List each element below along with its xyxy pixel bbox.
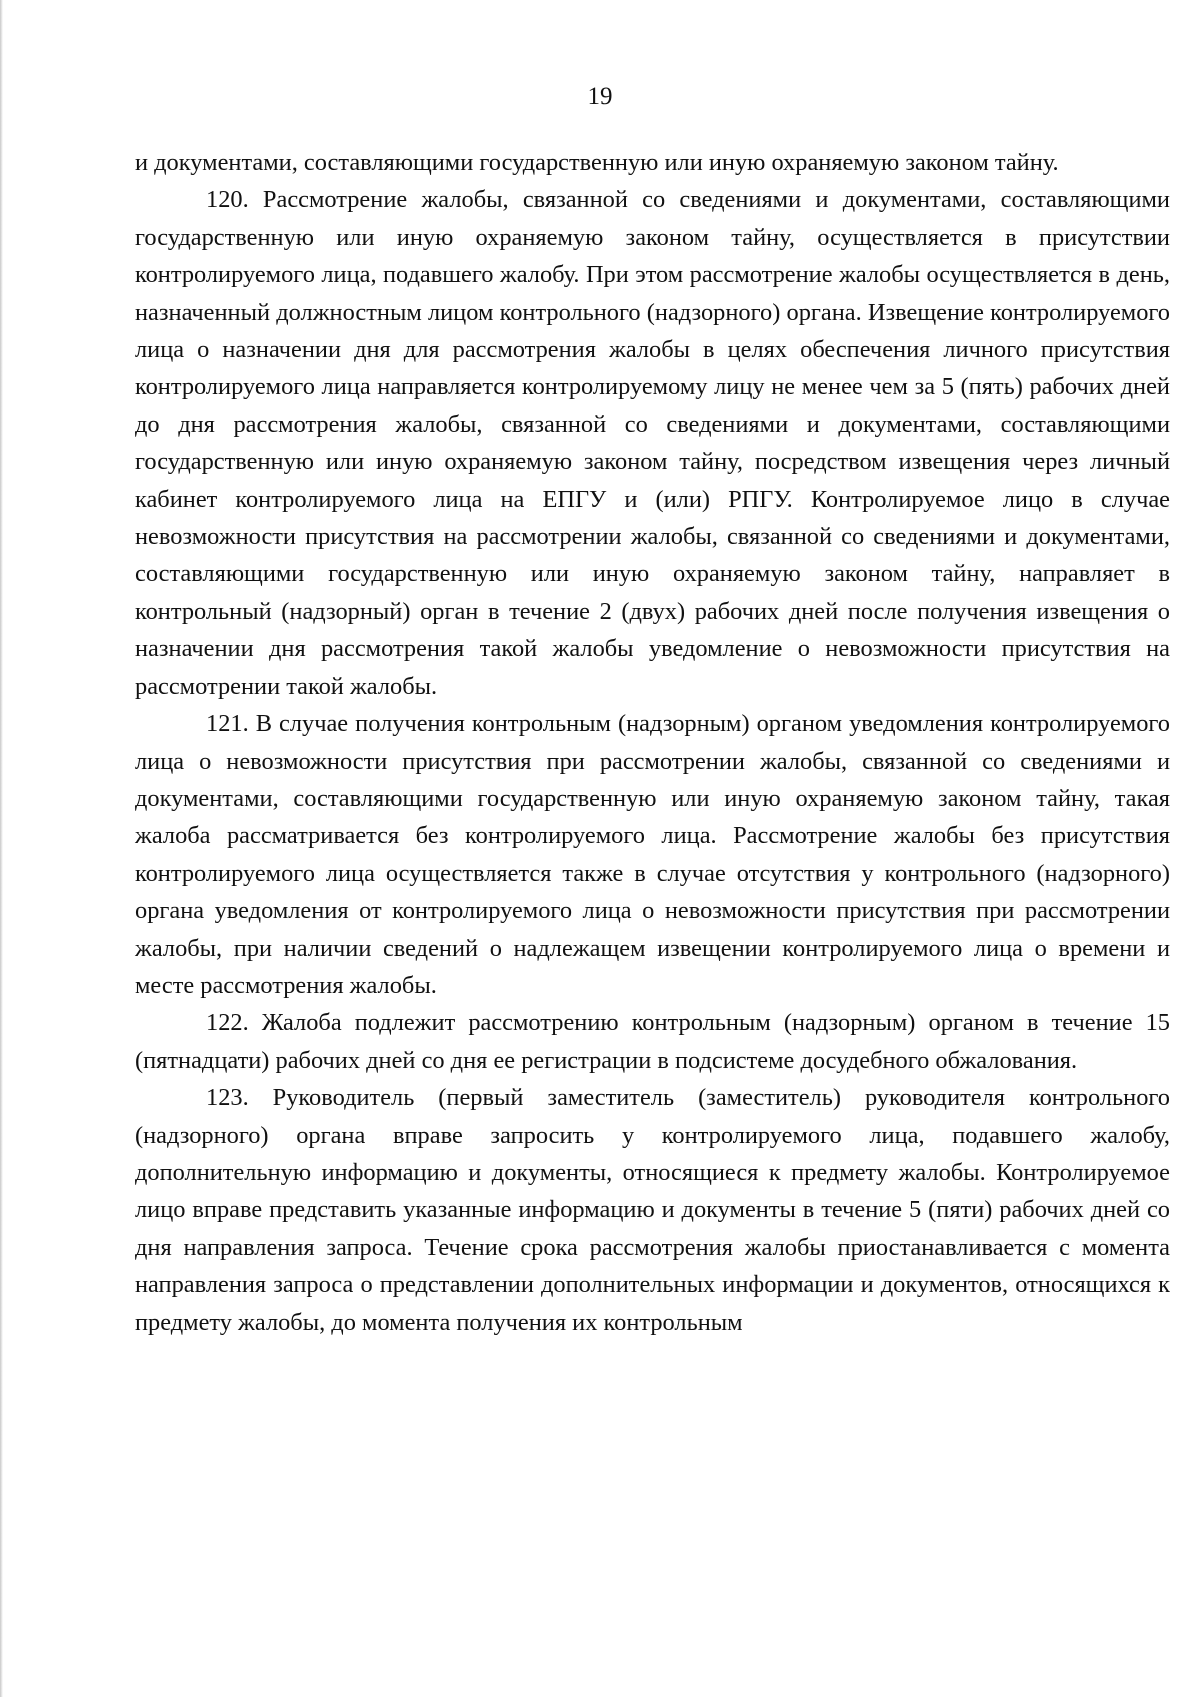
paragraph-121: 121. В случае получения контрольным (надзорным) органом уведомления контролируемого лица о невозможности присутствия при рассмотрении жалобы, связанной со сведениями и документами, составляющими государственную или иную охраняемую законом тайну, такая жалоба рассматривается без контролируемого лица. Рассмотрение жалобы без присутствия контролируемого лица осуществляется также в случае отсутствия у контрольного (надзорного) органа уведомления от контролируемого лица о невозможности присутствия при рассмотрении жалобы, при наличии сведений о надлежащем извещении контролируемого лица о времени и месте рассмотрения жалобы. [135,710,1170,999]
paragraph-120: 120. Рассмотрение жалобы, связанной со сведениями и документами, составляющими государственную или иную охраняемую законом тайну, осуществляется в присутствии контролируемого лица, подавшего жалобу. При этом рассмотрение жалобы осуществляется в день, назначенный должностным лицом контрольного (надзорного) органа. Извещение контролируемого лица о назначении дня для рассмотрения жалобы в целях обеспечения личного присутствия контролируемого лица направляется контролируемому лицу не менее чем за 5 (пять) рабочих дней до дня рассмотрения жалобы, связанной со сведениями и документами, составляющими государственную или иную охраняемую законом тайну, посредством извещения через личный кабинет контролируемого лица на ЕПГУ и (или) РПГУ. Контролируемое лицо в случае невозможности присутствия на рассмотрении жалобы, связанной со сведениями и документами, составляющими государственную или иную охраняемую законом тайну, направляет в контрольный (надзорный) орган в течение 2 (двух) рабочих дней после получения извещения о назначении дня рассмотрения такой жалобы уведомление о невозможности присутствия на рассмотрении такой жалобы. [135,186,1170,700]
paragraph-122: 122. Жалоба подлежит рассмотрению контрольным (надзорным) органом в течение 15 (пятнадцати) рабочих дней со дня ее регистрации в подсистеме досудебного обжалования. [135,1009,1170,1074]
page-number: 19 [587,83,613,110]
document-body [135,144,1170,1341]
scan-edge [0,0,3,1697]
paragraph-continuation: и документами, составляющими государственную или иную охраняемую законом тайну. [135,149,1059,176]
paragraph-123: 123. Руководитель (первый заместитель (заместитель) руководителя контрольного (надзорного) органа вправе запросить у контролируемого лица, подавшего жалобу, дополнительную информацию и документы, относящиеся к предмету жалобы. Контролируемое лицо вправе представить указанные информацию и документы в течение 5 (пяти) рабочих дней со дня направления запроса. Течение срока рассмотрения жалобы приостанавливается с момента направления запроса о представлении дополнительных информации и документов, относящихся к предмету жалобы, до момента получения их контрольным [135,1084,1170,1336]
